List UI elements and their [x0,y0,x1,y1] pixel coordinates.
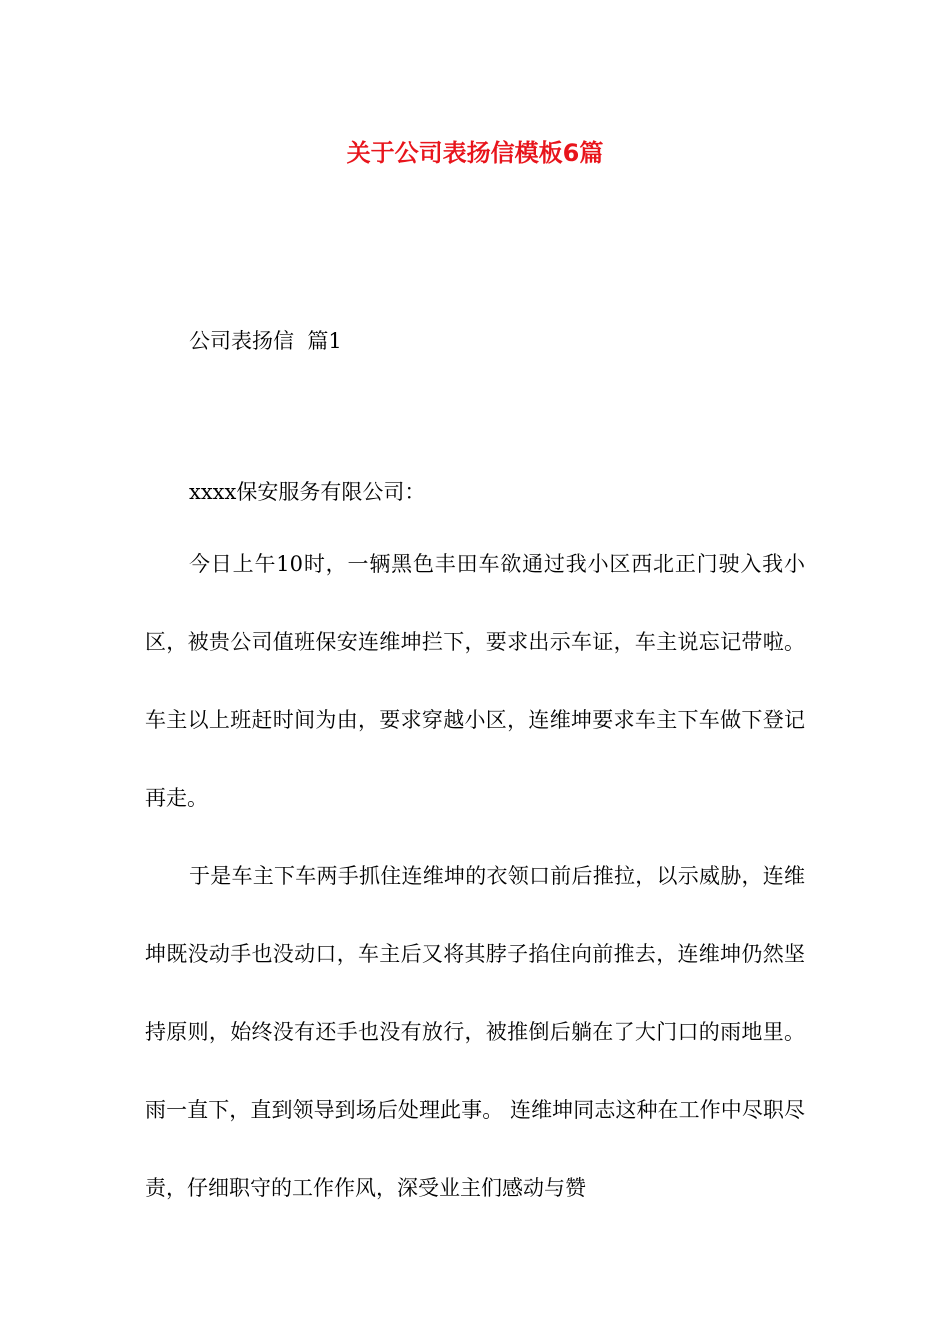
body-paragraph: 于是车主下车两手抓住连维坤的衣领口前后推拉，以示威胁，连维坤既没动手也没动口，车主后又将其脖子掐住向前推去，连维坤仍然坚持原则，始终没有还手也没有放行，被推倒后躺在了大门口的雨地里。雨一直下，直到领导到场后处理此事。 连维坤同志这种在工作中尽职尽责，仔细职守的工作作风，深受业主们感动与赞 [145,864,805,1200]
salutation: xxxx保安服务有限公司： [189,480,426,504]
section-heading: 公司表扬信 篇1 [189,329,342,353]
body-paragraph: 今日上午10时，一辆黑色丰田车欲通过我小区西北正门驶入我小区，被贵公司值班保安连维坤拦下，要求出示车证，车主说忘记带啦。车主以上班赶时间为由，要求穿越小区，连维坤要求车主下车做下登记再走。 [145,552,805,810]
document-title: 关于公司表扬信模板6篇 [346,139,604,167]
